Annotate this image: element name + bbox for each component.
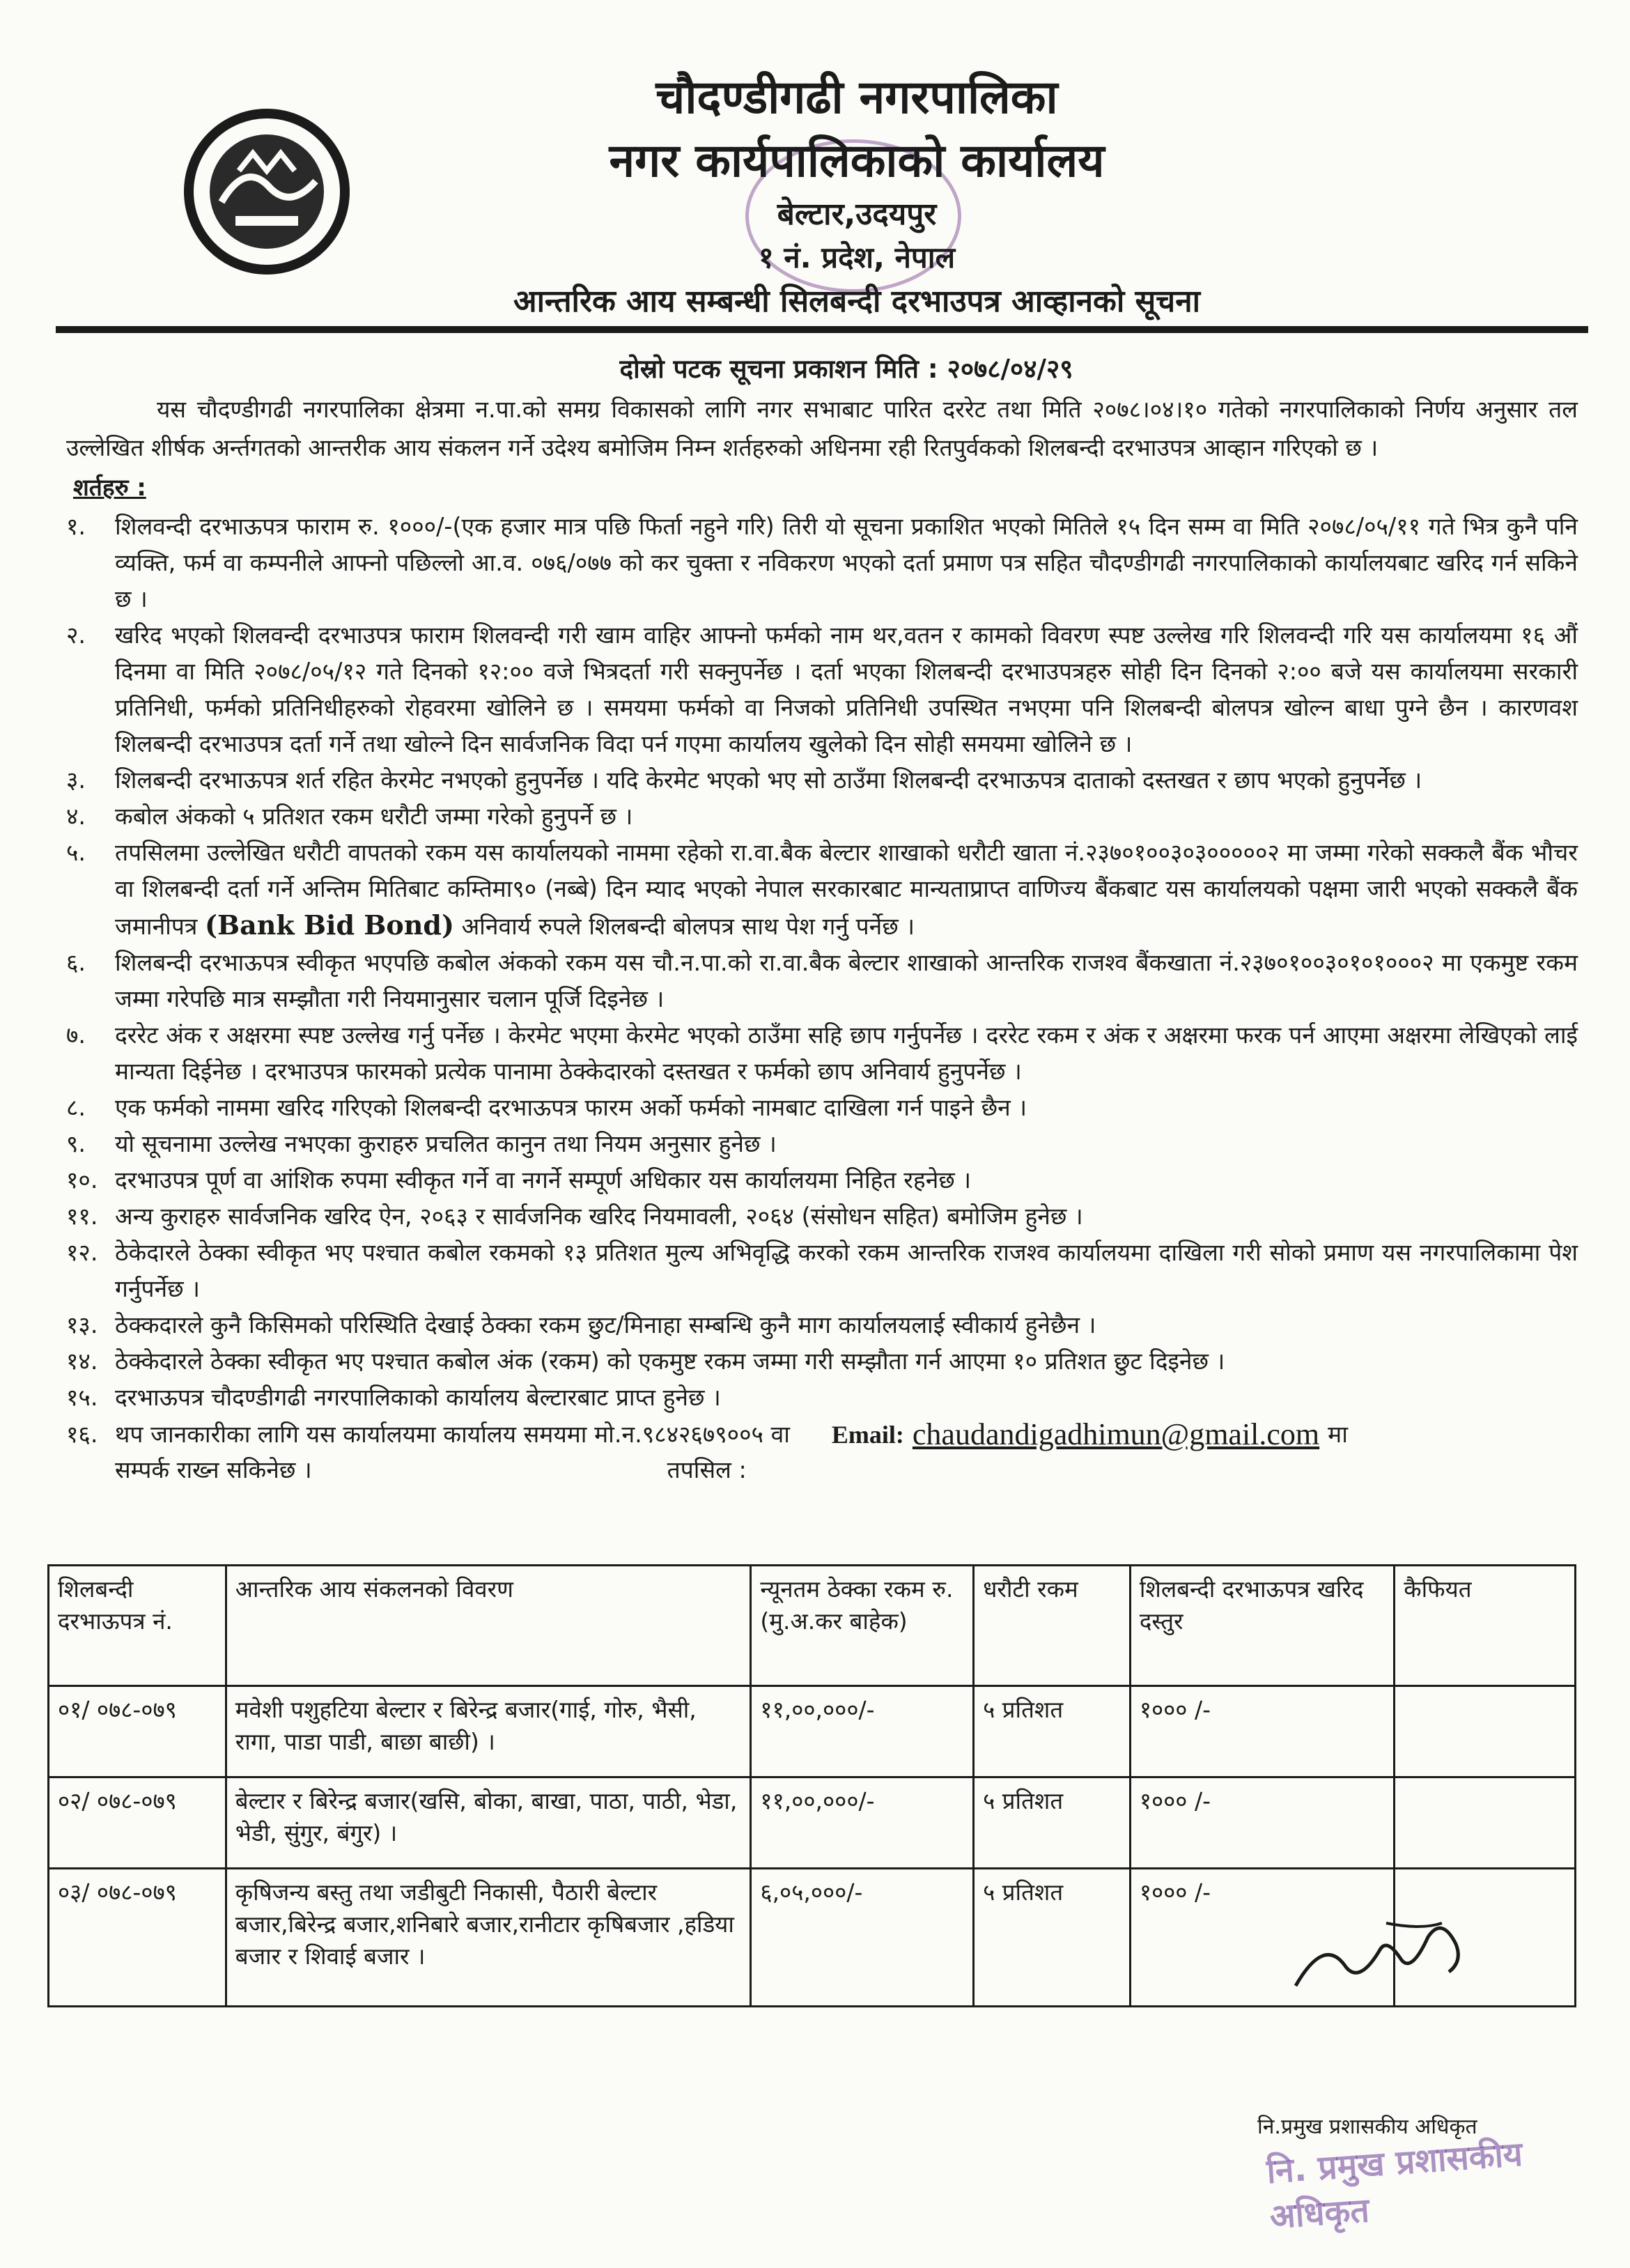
condition-item: १. शिलवन्दी दरभाऊपत्र फाराम रु. १०००/-(एक हजार मात्र पछि फिर्ता नहुने गरि) तिरी यो सूचना प्रकाशित भएको मितिले १५ दिन सम्म वा मिति २०७८/०५/११ गते भित्र कुनै पनि व्यक्ति, फर्म वा कम्पनीले आफ्नो पछिल्लो आ.व. ०७६/०७७ को कर चुक्ता र नविकरण भएको दर्ता प्रमाण पत्र सहित चौदण्डीगढी नगरपालिकाको कार्यालयबाट खरिद गर्न सकिने छ । <box>66 513 1578 612</box>
office-location: बेल्टार,उदयपुर <box>777 196 937 232</box>
condition-item: ९. यो सूचनामा उल्लेख नभएका कुराहरु प्रचलित कानुन तथा नियम अनुसार हुनेछ । <box>66 1130 777 1157</box>
municipality-name: चौदण्डीगढी नगरपालिका <box>655 70 1058 124</box>
conditions-list <box>66 509 1578 1416</box>
bank-bid-bond: (Bank Bid Bond) <box>205 909 454 941</box>
province: १ नं. प्रदेश, नेपाल <box>758 240 956 275</box>
col-header-fee: शिलबन्दी दरभाऊपत्र खरिद दस्तुर <box>1130 1566 1394 1686</box>
publication-date: दोस्रो पटक सूचना प्रकाशन मिति : २०७८/०४/२९ <box>619 354 1073 384</box>
col-header-description: आन्तरिक आय संकलनको विवरण <box>226 1566 751 1686</box>
table-row: ०१/ ०७८-०७९ मवेशी पशुहटिया बेल्टार र बिरेन्द्र बजार(गाई, गोरु, भैसी, रागा, पाडा पाडी, बाछा बाछी) । ११,००,०००/- ५ प्रतिशत १००० /- <box>49 1686 1576 1777</box>
col-header-min-amount: न्यूनतम ठेक्का रकम रु.(मु.अ.कर बाहेक) <box>751 1566 974 1686</box>
conditions-heading: शर्तहरु : <box>73 474 146 501</box>
col-header-deposit: धरौटी रकम <box>974 1566 1131 1686</box>
signatory-title: नि.प्रमुख प्रशासकीय अधिकृत <box>1257 2115 1477 2139</box>
condition-item: ३. शिलबन्दी दरभाऊपत्र शर्त रहित केरमेट नभएको हुनुपर्नेछ । यदि केरमेट भएको भए सो ठाउँमा शिलबन्दी दरभाऊपत्र दाताको दस्तखत र छाप भएको हुनुपर्नेछ । <box>66 766 1422 794</box>
office-name: नगर कार्यपालिकाको कार्यालय <box>609 134 1105 187</box>
signature <box>1282 1909 1491 2007</box>
col-header-remarks: कैफियत <box>1395 1566 1576 1686</box>
condition-16-continued: सम्पर्क राख्न सकिनेछ । तपसिल : <box>66 1453 1578 1487</box>
intro-paragraph: यस चौदण्डीगढी नगरपालिका क्षेत्रमा न.पा.को समग्र विकासको लागि नगर सभाबाट पारित दररेट तथा मिति २०७८।०४।१० गतेको नगरपालिकाको निर्णय अनुसार तल उल्लेखित शीर्षक अर्न्तगतको आन्तरीक आय संकलन गर्ने उदेश्य बमोजिम निम्न शर्तहरुको अधिनमा रही रितपुर्वकको शिलबन्दी दरभाउपत्र आव्हान गरिएको छ । <box>66 396 1578 461</box>
condition-item: ७. दररेट अंक र अक्षरमा स्पष्ट उल्लेख गर्नु पर्नेछ । केरमेट भएमा केरमेट भएको ठाउँमा सहि छाप गर्नुपर्नेछ । दररेट रकम र अंक र अक्षरमा फरक पर्न आएमा अक्षरमा लेखिएको लाई मान्यता दिईनेछ । दरभाउपत्र फारमको प्रत्येक पानामा ठेक्केदारको दस्तखत र फर्मको छाप अनिवार्य हुनुपर्नेछ । <box>66 1021 1578 1085</box>
condition-item: ४. कबोल अंकको ५ प्रतिशत रकम धरौटी जम्मा गरेको हुनुपर्ने छ । <box>66 803 633 830</box>
table-row: ०२/ ०७८-०७९ बेल्टार र बिरेन्द्र बजार(खसि, बोका, बाखा, पाठा, पाठी, भेडा, भेडी, सुंगुर, बंगुर) । ११,००,०००/- ५ प्रतिशत १००० /- <box>49 1777 1576 1869</box>
notice-body <box>66 348 1578 1487</box>
letterhead <box>0 66 1630 324</box>
condition-item: ११. अन्य कुराहरु सार्वजनिक खरिद ऐन, २०६३ र सार्वजनिक खरिद नियमावली, २०६४ (संसोधन सहित) बमोजिम हुनेछ । <box>66 1203 1083 1230</box>
condition-item: १३. ठेक्कदारले कुनै किसिमको परिस्थिति देखाई ठेक्का रकम छुट/मिनाहा सम्बन्धि कुनै माग कार्यालयलाई स्वीकार्य हुनेछैन । <box>66 1311 1096 1339</box>
condition-item: ५. तपसिलमा उल्लेखित धरौटी वापतको रकम यस कार्यालयको नाममा रहेको रा.वा.बैक बेल्टार शाखाको धरौटी खाता नं.२३७०१००३०३०००००२ मा जम्मा गरेको सक्कलै बैंक भौचर वा शिलबन्दी दर्ता गर्ने अन्तिम मितिबाट कम्तिमा९० (नब्बे) दिन म्याद भएको नेपाल सरकारबाट मान्यताप्राप्त वाणिज्य बैंकबाट यस कार्यालयको पक्षमा जारी भएको सक्कलै बैंक जमानीपत्र (Bank Bid Bond) अनिवार्य रुपले शिलबन्दी बोलपत्र साथ पेश गर्नु पर्नेछ । <box>66 839 1578 941</box>
notice-title: आन्तरिक आय सम्बन्धी सिलबन्दी दरभाउपत्र आव्हानको सूचना <box>513 284 1201 319</box>
email-label: Email: <box>831 1421 904 1449</box>
table-row: ०३/ ०७८-०७९ कृषिजन्य बस्तु तथा जडीबुटी निकासी, पैठारी बेल्टार बजार,बिरेन्द्र बजार,शनिबारे बजार,रानीटार कृषिबजार ,हडिया बजार र शिवाई बजार । ६,०५,०००/- ५ प्रतिशत १००० /- <box>49 1869 1576 2007</box>
col-header-bid-no: शिलबन्दी दरभाऊपत्र नं. <box>49 1566 226 1686</box>
condition-item: ६. शिलबन्दी दरभाऊपत्र स्वीकृत भएपछि कबोल अंकको रकम यस चौ.न.पा.को रा.वा.बैक बेल्टार शाखाको आन्तरिक राजश्व बैंकखाता नं.२३७०१००३०१०१०००२ मा एकमुष्ट रकम जम्मा गरेपछि मात्र सम्झौता गरी नियमानुसार चलान पूर्जि दिइनेछ । <box>66 949 1578 1012</box>
header-divider <box>56 326 1588 333</box>
condition-item: १०. दरभाउपत्र पूर्ण वा आंशिक रुपमा स्वीकृत गर्ने वा नगर्ने सम्पूर्ण अधिकार यस कार्यालयमा निहित रहनेछ । <box>66 1166 972 1194</box>
condition-item: ८. एक फर्मको नाममा खरिद गरिएको शिलबन्दी दरभाऊपत्र फारम अर्को फर्मको नामबाट दाखिला गर्न पाइने छैन । <box>66 1094 1027 1121</box>
condition-item: १२. ठेकेदारले ठेक्का स्वीकृत भए पश्चात कबोल रकमको १३ प्रतिशत मुल्य अभिवृद्धि करको रकम आन्तरिक राजश्व कार्यालयमा दाखिला गरी सोको प्रमाण यस नगरपालिकामा पेश गर्नुपर्नेछ । <box>66 1239 1578 1302</box>
condition-item: १५. दरभाऊपत्र चौदण्डीगढी नगरपालिकाको कार्यालय बेल्टारबाट प्राप्त हुनेछ । <box>66 1384 721 1411</box>
condition-item: १४. ठेक्केदारले ठेक्का स्वीकृत भए पश्चात कबोल अंक (रकम) को एकमुष्ट रकम जम्मा गरी सम्झौता गर्न आएमा १० प्रतिशत छुट दिइनेछ । <box>66 1348 1225 1375</box>
officer-stamp: नि. प्रमुख प्रशासकीय अधिकृत <box>1265 2134 1524 2237</box>
table-header-row <box>49 1566 1576 1686</box>
schedule-label: तपसिल : <box>667 1456 747 1483</box>
email-link[interactable]: chaudandigadhimun@gmail.com <box>912 1417 1320 1451</box>
condition-16: १६. थप जानकारीका लागि यस कार्यालयमा कार्यालय समयमा मो.न.९८४२६७९००५ वा Email: chaudandigadhimun@gmail.com मा <box>66 1416 1578 1453</box>
condition-item: २. खरिद भएको शिलवन्दी दरभाउपत्र फाराम शिलवन्दी गरी खाम वाहिर आफ्नो फर्मको नाम थर,वतन र कामको विवरण स्पष्ट उल्लेख गरि शिलवन्दी गरि यस कार्यालयमा १६ औं दिनमा वा मिति २०७८/०५/१२ गते दिनको १२:०० वजे भित्रदर्ता गरी सक्नुपर्नेछ । दर्ता भएका शिलबन्दी दरभाउपत्रहरु सोही दिन दिनको २:०० बजे यस कार्यालयमा सरकारी प्रतिनिधी, फर्मको प्रतिनिधीहरुको रोहवरमा खोलिने छ । समयमा फर्मको वा निजको प्रतिनिधी उपस्थित नभएमा पनि शिलबन्दी बोलपत्र खोल्न बाधा पुग्ने छैन । कारणवश शिलबन्दी दरभाउपत्र दर्ता गर्ने तथा खोल्ने दिन सार्वजनिक विदा पर्न गएमा कार्यालय खुलेको दिन सोही समयमा खोलिने छ । <box>66 622 1578 757</box>
